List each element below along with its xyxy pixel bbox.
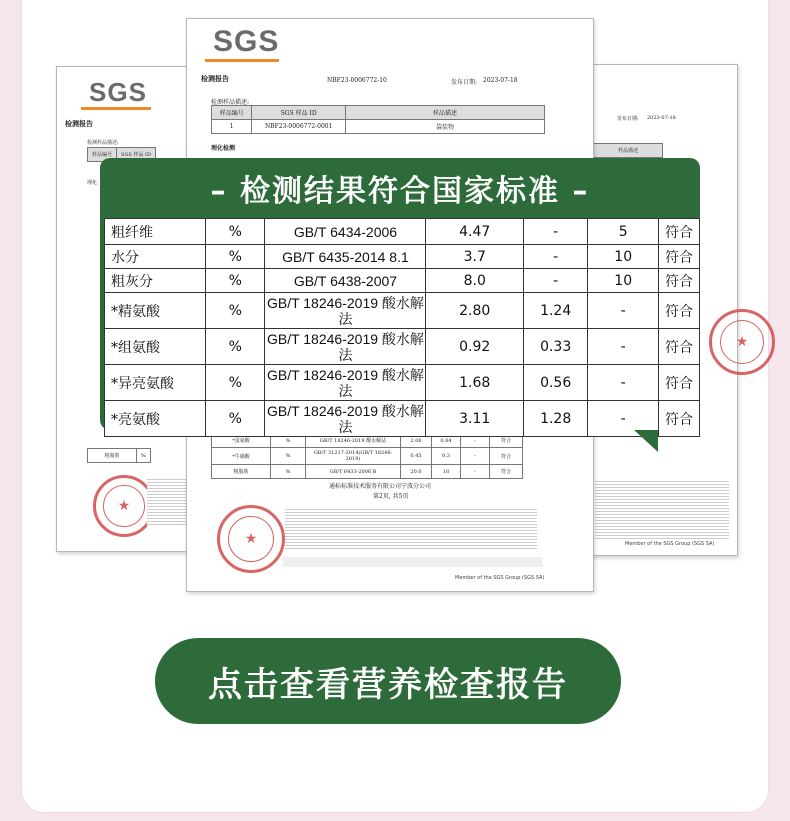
col-header: 样品描述	[346, 106, 545, 120]
cell-limit: -	[461, 465, 490, 479]
method-line: GB/T 6434-2006	[293, 223, 398, 240]
cell-unit: %	[206, 365, 265, 401]
method-line: GB/T 6438-2007	[293, 272, 398, 289]
cell-result: 3.11	[426, 401, 524, 437]
company-name: 通标标准技术服务有限公司宁波分公司	[329, 483, 432, 490]
address-footer	[283, 557, 543, 567]
col-header: 样品描述	[594, 144, 663, 158]
cell-method: GB/T 6433-2006 B	[306, 465, 401, 479]
issue-date: 2023-07-18	[483, 77, 518, 84]
cell-limit: -	[588, 329, 659, 365]
cell-unit: %	[206, 293, 265, 329]
cell-name: *组氨酸	[105, 329, 206, 365]
cell-name: *蛋氨酸	[212, 434, 271, 448]
cell-unit: %	[206, 329, 265, 365]
cell-method: GB/T 18246-2019 酸水解法	[306, 434, 401, 448]
cell-result: 4.47	[426, 219, 524, 245]
sgs-member-text: Member of the SGS Group (SGS SA)	[455, 575, 545, 581]
table-row	[105, 401, 700, 437]
table-row	[105, 219, 700, 245]
cell-sample-no: 1	[212, 120, 252, 134]
cell-unit: %	[206, 219, 265, 245]
cell-limit: -	[588, 293, 659, 329]
result-highlight-callout	[100, 158, 700, 435]
col-header: 样品编号	[212, 106, 252, 120]
cell-loq: 0.3	[432, 448, 461, 465]
method-line: 法	[338, 310, 353, 327]
cell-unit: %	[271, 465, 306, 479]
cell-result: 20.0	[401, 465, 432, 479]
method-line: 法	[338, 418, 353, 435]
sample-section-label: 检测样品描述:	[87, 140, 119, 146]
cell-unit: %	[206, 269, 265, 293]
cell-loq: -	[523, 245, 587, 269]
cell-method	[265, 293, 426, 329]
cell-limit: -	[461, 448, 490, 465]
cell-loq: -	[523, 269, 587, 293]
cell-limit: -	[588, 401, 659, 437]
seal-star-icon: ★	[720, 320, 764, 364]
cell-unit: %	[271, 448, 306, 465]
cell-description: 袋装物	[346, 120, 545, 134]
col-header: 样品编号	[88, 148, 117, 162]
section-fragment: 理化	[87, 180, 98, 186]
cell-loq: 1.28	[523, 401, 587, 437]
issue-date-label: 发布日期:	[451, 79, 478, 86]
left-bottom-table	[87, 448, 151, 463]
cell-name: *精氨酸	[105, 293, 206, 329]
table-row	[105, 245, 700, 269]
cell-method	[265, 365, 426, 401]
cell-method	[265, 329, 426, 365]
sgs-logo: SGS	[213, 25, 280, 58]
cell-loq: 0.33	[523, 329, 587, 365]
col-header: SGS 样品 ID	[117, 148, 156, 162]
callout-table-frame	[100, 218, 700, 435]
cell-unit: %	[206, 401, 265, 437]
cell-method	[265, 219, 426, 245]
cell-verdict: 符合	[490, 465, 523, 479]
cell-name: *异亮氨酸	[105, 365, 206, 401]
cell-verdict: 符合	[659, 401, 700, 437]
method-line: GB/T 18246-2019 酸水解	[266, 294, 424, 311]
page-number: 第2页, 共5页	[373, 493, 409, 500]
table-row	[212, 448, 523, 465]
sgs-logo-bar	[81, 107, 151, 110]
issue-date: 2023-07-18	[647, 115, 676, 121]
cell-result: 8.0	[426, 269, 524, 293]
cell-method	[265, 401, 426, 437]
cell-verdict: 符合	[659, 293, 700, 329]
method-line: GB/T 6435-2014 8.1	[282, 248, 409, 265]
inspection-seal	[709, 309, 775, 375]
table-row	[105, 329, 700, 365]
cell-limit: -	[588, 365, 659, 401]
cell-limit: 5	[588, 219, 659, 245]
test-section-label: 理化检测	[211, 145, 236, 152]
cell-limit: 10	[588, 269, 659, 293]
cell-method	[265, 269, 426, 293]
cell-name: 粗脂肪	[212, 465, 271, 479]
table-row	[105, 365, 700, 401]
cell-verdict: 符合	[659, 269, 700, 293]
sgs-member-text: Member of the SGS Group (SGS SA)	[625, 541, 715, 547]
cell-verdict: 符合	[490, 434, 523, 448]
col-header: SGS 样品 ID	[252, 106, 346, 120]
cell-loq: 18	[432, 465, 461, 479]
cell-result: 2.08	[401, 434, 432, 448]
seal-star-icon: ★	[103, 485, 144, 526]
cell-name: 粗纤维	[105, 219, 206, 245]
cell-verdict: 符合	[659, 245, 700, 269]
cell-result: 2.80	[426, 293, 524, 329]
view-report-button[interactable]: 点击查看营养检查报告	[155, 638, 621, 724]
cell-method: GB/T 31217-2014(GB/T 18246-2019)	[306, 448, 401, 465]
cell-result: 0.45	[401, 448, 432, 465]
cell-name: *亮氨酸	[105, 401, 206, 437]
seal-star-icon: ★	[228, 516, 273, 561]
cell-verdict: 符合	[659, 219, 700, 245]
cell-sgs-id: NBF23-0006772-0001	[252, 120, 346, 134]
method-line: 法	[338, 346, 353, 363]
cell-result: 0.92	[426, 329, 524, 365]
cell-name: 粗灰分	[105, 269, 206, 293]
cell-method	[265, 245, 426, 269]
method-line: 法	[338, 382, 353, 399]
inspection-seal	[217, 505, 285, 573]
callout-tail	[634, 430, 658, 452]
cell-loq: 0.56	[523, 365, 587, 401]
table-row	[105, 293, 700, 329]
cell-result: 3.7	[426, 245, 524, 269]
cell-unit: %	[137, 449, 151, 463]
cell-unit: %	[271, 434, 306, 448]
fine-print-block	[285, 507, 537, 551]
center-bottom-table	[211, 433, 523, 479]
issue-date-label: 发布日期:	[617, 116, 639, 122]
sgs-logo-bar	[205, 59, 279, 62]
callout-title: – 检测结果符合国家标准 –	[100, 158, 700, 218]
cell-limit: 10	[588, 245, 659, 269]
cell-loq: -	[523, 219, 587, 245]
table-row	[105, 269, 700, 293]
cell-verdict: 符合	[659, 365, 700, 401]
sample-section-label: 检测样品描述:	[211, 99, 250, 106]
cell-name: 粗脂肪	[88, 449, 137, 463]
result-table	[104, 218, 700, 437]
cell-name: 水分	[105, 245, 206, 269]
cell-loq: 0.64	[432, 434, 461, 448]
method-line: GB/T 18246-2019 酸水解	[266, 330, 424, 347]
method-line: GB/T 18246-2019 酸水解	[266, 366, 424, 383]
sgs-logo: SGS	[89, 77, 147, 107]
fine-print-block	[595, 479, 729, 539]
cell-unit: %	[206, 245, 265, 269]
method-line: GB/T 18246-2019 酸水解	[266, 402, 424, 419]
cell-verdict: 符合	[490, 448, 523, 465]
cell-result: 1.68	[426, 365, 524, 401]
cell-limit: -	[461, 434, 490, 448]
report-title: 检测报告	[65, 119, 93, 128]
table-row	[212, 465, 523, 479]
report-title: 检测报告	[201, 74, 229, 83]
cell-loq: 1.24	[523, 293, 587, 329]
cell-verdict: 符合	[659, 329, 700, 365]
inspection-seal	[93, 475, 155, 537]
right-sample-table	[593, 143, 663, 158]
sample-table	[211, 105, 545, 134]
report-number: NBF23-0006772-10	[327, 77, 387, 84]
cell-name: *牛磺酸	[212, 448, 271, 465]
